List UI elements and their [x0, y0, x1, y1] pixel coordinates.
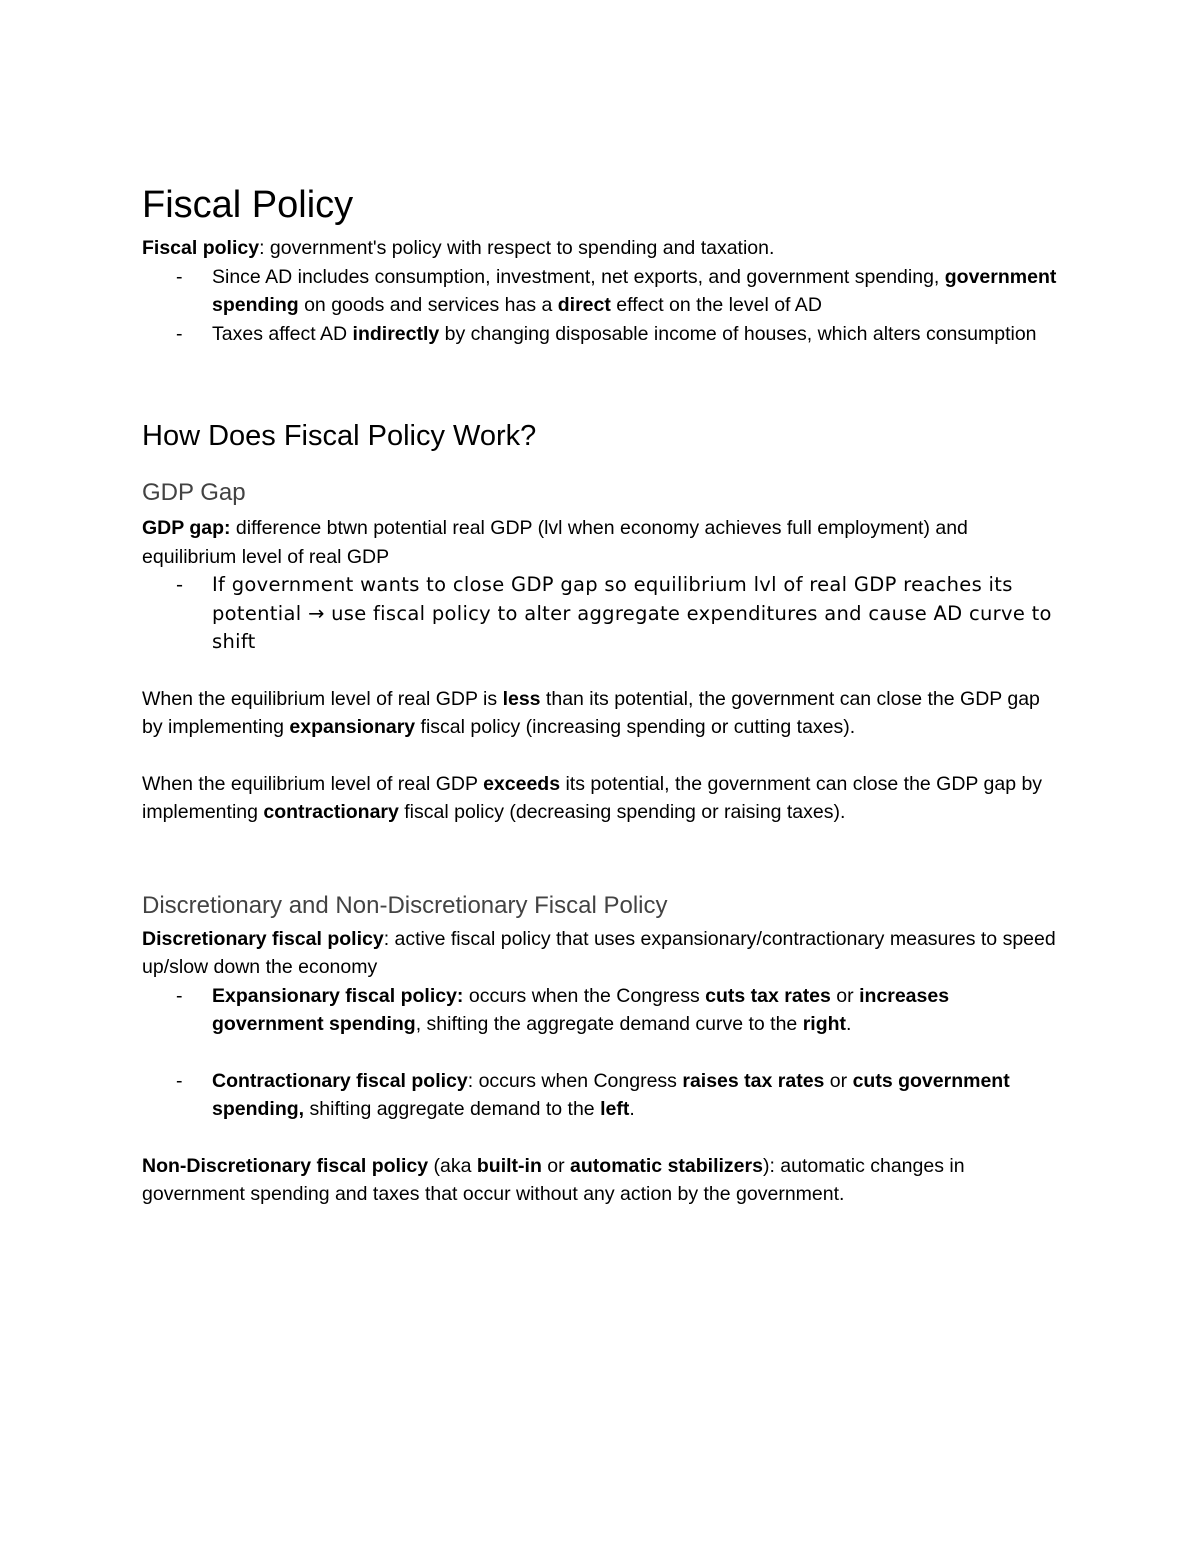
list-item: - Contractionary fiscal policy: occurs when Congress raises tax rates or cuts government spending, shifting aggregate demand to the left. — [212, 1067, 1062, 1124]
gdp-gap-bullet-list — [142, 571, 1062, 657]
term-bold: Fiscal policy — [142, 237, 260, 259]
section-heading-how-fiscal-policy-works: How Does Fiscal Policy Work? — [142, 420, 537, 452]
discretionary-definition: Discretionary fiscal policy: active fiscal policy that uses expansionary/contractionary measures to speed up/slow down the economy — [142, 927, 1056, 978]
discretionary-bullet-list — [142, 982, 1062, 1039]
paragraph-exceeds-potential: When the equilibrium level of real GDP exceeds its potential, the government can close the GDP gap by implementing contractionary fiscal policy (decreasing spending or raising taxes). — [142, 772, 1043, 823]
document-body — [142, 182, 1062, 1209]
list-item: - Since AD includes consumption, investment, net exports, and government spending, government spending on goods and services has a direct effect on the level of AD — [212, 263, 1062, 320]
discretionary-bullet-list-2 — [142, 1067, 1062, 1124]
subheading-gdp-gap: GDP Gap — [142, 479, 246, 506]
intro-bullet-list — [142, 263, 1062, 349]
list-item: - Taxes affect AD indirectly by changing disposable income of houses, which alters consumption — [212, 320, 1062, 349]
non-discretionary-definition: Non-Discretionary fiscal policy (aka built-in or automatic stabilizers): automatic changes in government spending and taxes that occur without any action by the government. — [142, 1154, 965, 1205]
list-item: - If government wants to close GDP gap so equilibrium lvl of real GDP reaches its potential → use fiscal policy to alter aggregate expenditures and cause AD curve to shift — [212, 571, 1062, 657]
page-title: Fiscal Policy — [142, 184, 354, 226]
subheading-discretionary: Discretionary and Non-Discretionary Fiscal Policy — [142, 891, 668, 919]
fiscal-policy-definition: Fiscal policy: government's policy with respect to spending and taxation. — [142, 237, 775, 259]
gdp-gap-definition: GDP gap: difference btwn potential real GDP (lvl when economy achieves full employment) and equilibrium level of real GDP — [142, 517, 968, 568]
list-item: - Expansionary fiscal policy: occurs when the Congress cuts tax rates or increases government spending, shifting the aggregate demand curve to the right. — [212, 982, 1062, 1039]
paragraph-less-than-potential: When the equilibrium level of real GDP is less than its potential, the government can close the GDP gap by implementing expansionary fiscal policy (increasing spending or cutting taxes). — [142, 687, 1040, 738]
